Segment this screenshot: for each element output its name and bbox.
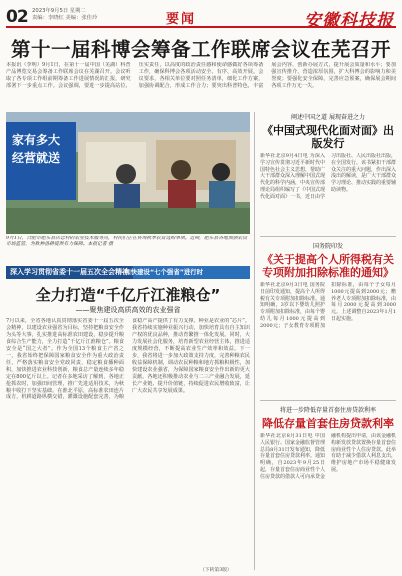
lead-article-body: 本报讯（李明）9月1日，在第十一届中国（芜湖）科普产品博览交易会筹备工作联席会议在芜湖召开。会议听取了各专项工作组前期筹备工作进展情况的汇报，研究部署下一步重点工作。会议强调，要进一步提高站位、压实责任，以高度的政治责任感和使命感做好各项筹备工作，确保科博会各项活动安全、有序、高效开展。会议要求，各相关单位要对照任务清单，细化工作方案，加强协调配合，形成工作合力；要突出科普特色，丰富展会内容，创新办展方式，提升展会质量和水平；要加强宣传推介，营造浓厚氛围，扩大科博会的影响力和美誉度；要强化安全保障，完善应急预案，确保展会期间各项工作万无一失。 [6, 62, 396, 89]
right-kicker-3: 将进一步降低存量首套住房贷款利率 [279, 407, 376, 414]
main-headline: 第十一届科博会筹备工作联席会议在芜召开 [10, 38, 391, 61]
photo-caption: 9月1日，合肥市肥东县店忠村的农业技术服务点，村民们正在咨询秋季农资选购事项。近期，肥东县各地加强农资市场监管，为秋种备耕提供有力保障。本报记者 摄 [6, 236, 248, 248]
right-body-3: 新华社北京8月31日电 中国人民银行、国家金融监督管理总局8月31日发布通知，降低存量首套住房贷款利率。通知明确，自2023年9月25日起，存量首套住房商业性个人住房贷款的借款人可向承贷金融机构提出申请，由该金融机构新发放贷款置换存量首套住房商业性个人住房贷款。此举有助于减少借款人利息支出，维护房地产市场平稳健康发展。 [260, 433, 396, 480]
right-article-3 [260, 405, 396, 573]
right-title-2: 《关于提高个人所得税有关专项附加扣除标准的通知》 [262, 253, 394, 279]
right-title-1: 《中国式现代化面对面》出版发行 [262, 124, 394, 150]
article-body: 7月以来，全省各地认真贯彻落实省委十一届五次全会精神，以建设农业强省为目标，坚持把粮食安全作为头等大事，扎实推进高标准农田建设，稳步提升粮食综合生产能力，全力打造“千亿斤江淮粮仓”。粮食安全是“国之大者”。作为全国13个粮食主产省之一，我省始终把保障国家粮食安全作为重大政治责任，严格落实粮食安全党政同责，稳定粮食播种面积，加快推进农业科技创新，粮食总产量连续多年稳定在800亿斤以上。记者在多地采访了解到，各地正抢抓农时，加强田间管理，推广先进适用技术，为秋粮丰收打下坚实基础。在淮北平原，高标准农田连片成方，机耕道路纵横交错，灌溉设施配套完善，为粮食稳产高产提供了有力支撑。种业是农业的“芯片”。我省持续实施种业振兴行动，加快培育具有自主知识产权的优良品种，推动育繁推一体化发展。同时，大力发展社会化服务，培育新型农业经营主体，推进适度规模经营，不断提高农业生产效率和效益。下一步，我省将进一步加大政策支持力度，完善种粮农民收益保障机制，调动农民种粮和地方抓粮积极性，加快建设农业强省，为保障国家粮食安全作出新的更大贡献。各地还积极推动农业与二三产业融合发展，延长产业链、提升价值链，持续促进农民增收致富，让广大农民共享发展成果。 [6, 318, 250, 401]
newspaper-logo: 安徽科技报 [304, 11, 394, 31]
continued-note: （下转第3版） [200, 568, 232, 573]
banner-text: —加快建设“七个强省”进行时 [118, 268, 204, 276]
editor-credit: 责编：李晓红 美编：张佳玲 [32, 15, 98, 21]
column-divider [254, 112, 255, 570]
sign-text-2: 经营就送 [12, 151, 61, 165]
page-number: 02 [6, 7, 28, 27]
right-body-2: 新华社北京9月3日电 国务院日前印发通知，提高个人所得税有关专项附加扣除标准。通知明确，3岁以下婴幼儿照护专项附加扣除标准，由每个婴幼儿每月1000元提高到2000元；子女教育专项附加扣除标准，由每个子女每月1000元提高到2000元；赡养老人专项附加扣除标准，由每月2000元提高到3000元。上述调整自2023年1月1日起实施。 [260, 282, 396, 329]
right-title-3: 降低存量首套住房贷款利率 [262, 417, 394, 430]
right-article-2 [260, 241, 396, 392]
publish-date: 2023年9月5日 星期二 [32, 8, 86, 14]
section-title: 要闻 [166, 12, 197, 27]
masthead-meta [32, 8, 97, 22]
right-body-1: 新华社北京9月4日电 为深入学习宣传贯彻习近平新时代中国特色社会主义思想，帮助广大干部群众深入理解中国式现代化的科学内涵，中央宣传部理论局组织编写了《中国式现代化面对面》一书，近日由学习出版社、人民出版社出版，在全国发行。该书紧扣干部群众关注的重大问题，作出深入浅出的解读，是广大干部群众学习理论、推动实践的重要辅助读物。 [260, 153, 396, 200]
topic-banner [6, 266, 250, 279]
divider-2 [260, 400, 396, 401]
sign-text-1: 家有多大 [12, 133, 61, 147]
banner-tag: 深入学习贯彻省委十一届五次全会精神 [6, 266, 133, 279]
right-article-1 [260, 112, 396, 249]
masthead [6, 6, 396, 31]
divider-1 [260, 236, 396, 237]
article-subtitle: ——聚焦建设高质高效的农业强省 [75, 306, 181, 314]
article-title: 全力打造“千亿斤江淮粮仓” [35, 286, 221, 304]
right-kicker-1: 阐述中国之道 展现奋进之力 [291, 114, 365, 121]
news-photo [6, 112, 250, 234]
right-kicker-2: 国务院印发 [312, 243, 343, 250]
